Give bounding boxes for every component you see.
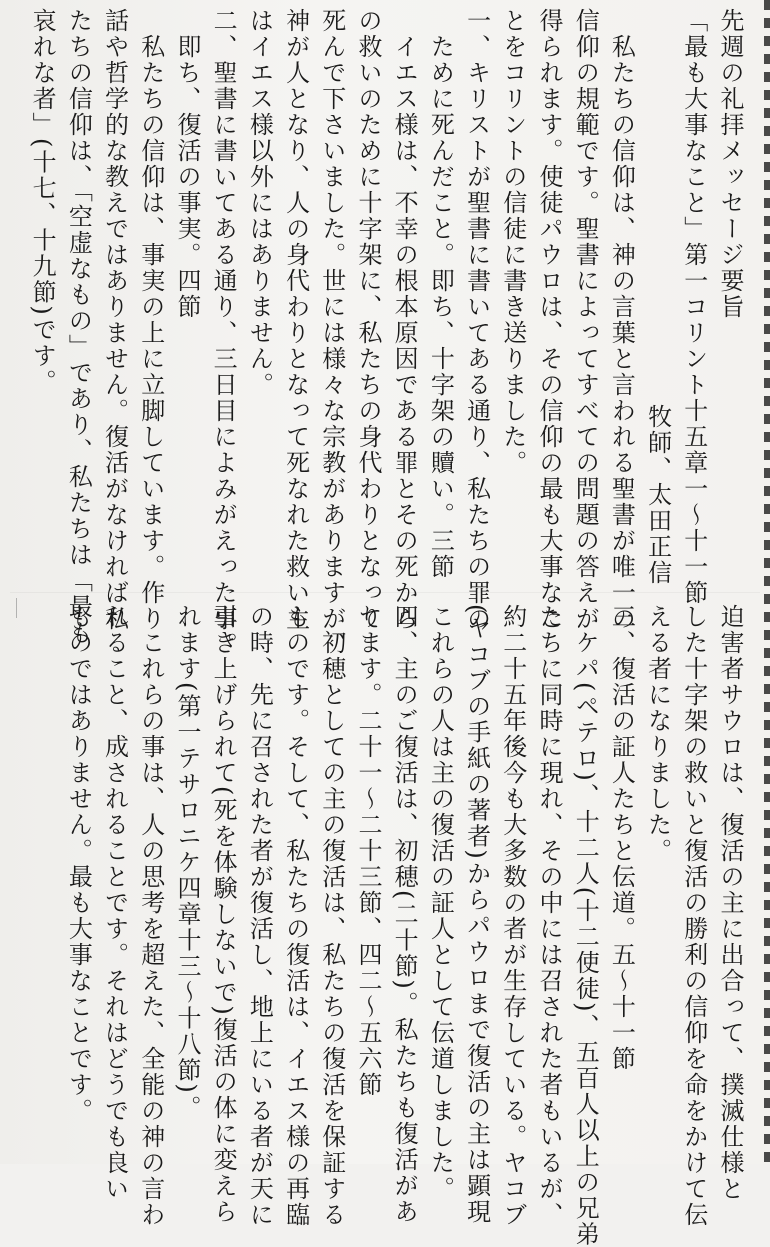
- body-line: 神が人となり、人の身代わりとなって死なれた救い主: [281, 8, 310, 632]
- body-line: 信仰の規範です。聖書によってすべての問題の答えが: [571, 8, 600, 632]
- body-line: える者になりました。: [643, 604, 672, 864]
- body-line: たちの信仰は、「空虚なもの」であり、私たちは「最も: [64, 8, 93, 646]
- body-line: 私たちの信仰は、神の言葉と言われる聖書が唯一の: [607, 8, 636, 632]
- body-line: 約二十五年後今も大多数の者が生存している。ヤコブ: [498, 604, 527, 1228]
- body-line: の救いのために十字架に、私たちの身代わりとなって: [353, 8, 382, 632]
- body-line: 即ち、復活の事実。四節: [172, 8, 201, 320]
- body-line: 初穂としての主の復活は、私たちの復活を保証する: [317, 604, 346, 1228]
- sermon-title: 「最も大事なこと」第一コリント十五章一～十一節: [679, 8, 708, 606]
- body-line: イエス様は、不幸の根本原因である罪とその死から: [390, 8, 419, 632]
- body-line: した十字架の救いと復活の勝利の信仰を命をかけて伝: [679, 604, 708, 1228]
- body-line: 引き上げられて(死を体験しないで)復活の体に変えら: [209, 604, 238, 1225]
- body-line: これらの事は、人の思考を超えた、全能の神の言わ: [136, 604, 165, 1228]
- body-line: 死んで下さいました。世には様々な宗教がありますが、: [317, 8, 346, 658]
- body-line: 哀れな者」(十七、十九節)です。: [28, 8, 57, 395]
- body-line: れます(第一テサロニケ四章十三～十八節)。: [172, 604, 201, 1121]
- body-line: これらの人は主の復活の証人として伝道しました。: [426, 604, 455, 1202]
- body-line: たちに同時に現れ、その中には召された者もいるが、: [534, 604, 563, 1228]
- section-heading: 三、復活の証人たちと伝道。五～十一節: [607, 604, 636, 1072]
- body-line: ものではありません。最も大事なことです。: [64, 604, 93, 1124]
- body-line: 迫害者サウロは、復活の主に出合って、撲滅仕様と: [716, 604, 744, 1202]
- body-line: の時、先に召された者が復活し、地上にいる者が天に: [245, 604, 274, 1228]
- page-edge-border: [764, 0, 770, 1164]
- sermon-summary-part-1: [28, 8, 748, 658]
- sermon-summary-part-2: [28, 604, 748, 1247]
- body-line: ために死んだこと。即ち、十字架の贖い。三節: [426, 8, 455, 580]
- body-line: ものです。そして、私たちの復活は、イエス様の再臨: [281, 604, 310, 1228]
- body-line: 二、聖書に書いてある通り、三日目によみがえった事。: [209, 8, 238, 658]
- author: 牧師、太田正信: [643, 404, 672, 586]
- body-line: 一、キリストが聖書に書いてある通り、私たちの罪の: [462, 8, 491, 632]
- body-line: 得られます。使徒パウロは、その信仰の最も大事なこ: [534, 8, 563, 632]
- body-line: 私たちの信仰は、事実の上に立脚しています。作り: [136, 8, 165, 632]
- body-line: とをコリントの信徒に書き送りました。: [498, 8, 527, 476]
- scan-mark: [16, 598, 17, 618]
- section-divider: [10, 592, 760, 593]
- body-line: 話や哲学的な教えではありません。復活がなければ私: [100, 8, 129, 632]
- body-line: ケパ(ペテロ)、十二人(十二使徒)、五百人以上の兄弟: [571, 604, 600, 1247]
- section-heading: 四、主のご復活は、初穂(二十節)。私たちも復活があ: [390, 604, 419, 1225]
- body-line: (ヤコブの手紙の著者)からパウロまで復活の主は顕現: [462, 604, 491, 1225]
- heading: 先週の礼拝メッセージ要旨: [716, 8, 744, 320]
- body-line: れること、成されることです。それはどうでも良い: [100, 604, 129, 1202]
- body-line: ります。二十一～二十三節、四二～五六節: [353, 604, 382, 1098]
- body-line: はイエス様以外にはありません。: [245, 8, 274, 398]
